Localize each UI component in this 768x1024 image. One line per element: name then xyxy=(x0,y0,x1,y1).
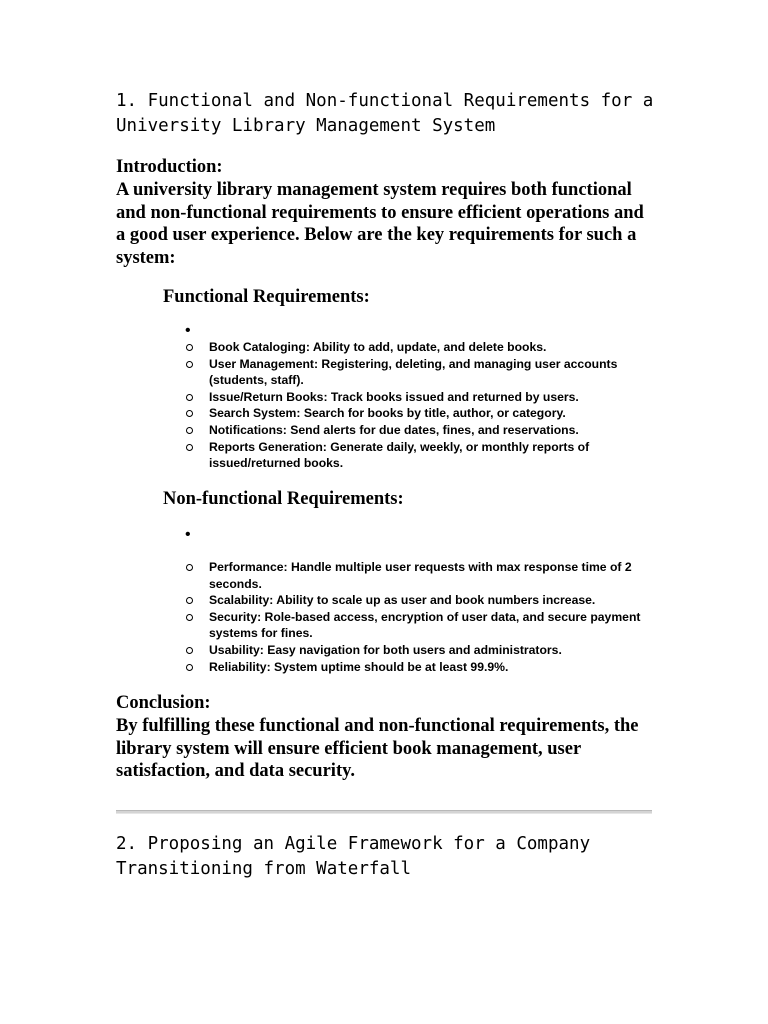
functional-requirement-item xyxy=(185,405,655,422)
functional-requirement-item-text: Notifications: Send alerts for due dates, fines, and reservations. xyxy=(209,422,579,437)
conclusion-label: Conclusion: xyxy=(116,693,211,713)
introduction-block xyxy=(116,156,656,270)
hollow-circle-bullet-icon xyxy=(186,444,193,451)
non-functional-requirement-item xyxy=(185,592,655,609)
hollow-circle-bullet-icon xyxy=(186,394,193,401)
functional-requirement-item xyxy=(185,356,655,389)
non-functional-bullet-icon: • xyxy=(185,526,191,543)
hollow-circle-bullet-icon xyxy=(186,564,193,571)
functional-requirement-item-text: Issue/Return Books: Track books issued and returned by users. xyxy=(209,389,579,404)
non-functional-requirements-list xyxy=(185,559,655,675)
hollow-circle-bullet-icon xyxy=(186,344,193,351)
hollow-circle-bullet-icon xyxy=(186,614,193,621)
introduction-label: Introduction: xyxy=(116,157,223,177)
section-divider xyxy=(116,810,652,814)
hollow-circle-bullet-icon xyxy=(186,597,193,604)
functional-requirement-item xyxy=(185,422,655,439)
non-functional-requirement-item-text: Performance: Handle multiple user requests with max response time of 2 seconds. xyxy=(209,560,632,591)
non-functional-requirement-item-text: Reliability: System uptime should be at least 99.9%. xyxy=(209,659,509,674)
hollow-circle-bullet-icon xyxy=(186,647,193,654)
non-functional-requirement-item-text: Security: Role-based access, encryption of user data, and secure payment systems for fines. xyxy=(209,609,641,641)
non-functional-requirement-item xyxy=(185,642,655,659)
conclusion-text: By fulfilling these functional and non-functional requirements, the library system will ensure efficient book management, user satisfaction, and data security. xyxy=(116,715,639,782)
non-functional-requirement-item xyxy=(185,659,655,676)
hollow-circle-bullet-icon xyxy=(186,427,193,434)
functional-requirement-item-text: User Management: Registering, deleting, and managing user accounts (students, staff). xyxy=(209,356,618,388)
non-functional-requirement-item-text: Scalability: Ability to scale up as user and book numbers increase. xyxy=(209,593,596,608)
conclusion-block xyxy=(116,692,656,783)
section-2-heading: 2. Proposing an Agile Framework for a Company Transitioning from Waterfall xyxy=(116,834,601,879)
non-functional-requirements-heading: Non-functional Requirements: xyxy=(163,489,404,509)
functional-requirement-item xyxy=(185,389,655,406)
functional-requirement-item-text: Book Cataloging: Ability to add, update, and delete books. xyxy=(209,340,547,354)
introduction-text: A university library management system requires both functional and non-functional requirements to ensure efficient operations and a good user experience. Below are the key requirements for such a system: xyxy=(116,179,644,269)
functional-requirement-item xyxy=(185,439,655,472)
functional-requirement-item-text: Search System: Search for books by title, author, or category. xyxy=(209,406,566,421)
hollow-circle-bullet-icon xyxy=(186,410,193,417)
functional-bullet-icon: • xyxy=(185,322,191,339)
non-functional-requirement-item-text: Usability: Easy navigation for both users and administrators. xyxy=(209,642,562,657)
functional-requirement-item xyxy=(185,339,655,356)
functional-requirements-heading: Functional Requirements: xyxy=(163,287,370,307)
functional-requirements-list xyxy=(185,339,655,472)
functional-requirement-item-text: Reports Generation: Generate daily, weekly, or monthly reports of issued/returned books. xyxy=(209,439,590,471)
hollow-circle-bullet-icon xyxy=(186,361,193,368)
section-1-heading: 1. Functional and Non-functional Requirements for a University Library Management System xyxy=(116,91,664,136)
hollow-circle-bullet-icon xyxy=(186,664,193,671)
non-functional-requirement-item xyxy=(185,609,655,642)
non-functional-requirement-item xyxy=(185,559,655,592)
